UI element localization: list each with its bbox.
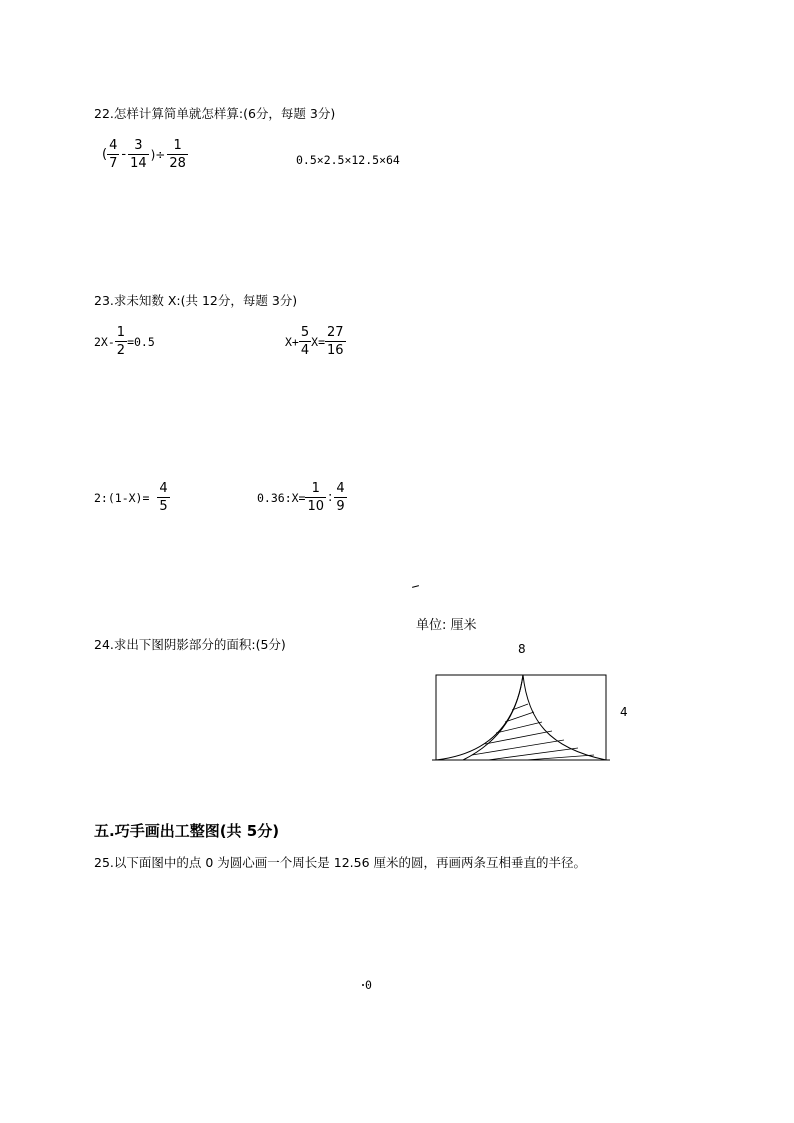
open-paren: ( bbox=[102, 147, 108, 162]
minus-sign: - bbox=[121, 147, 127, 162]
shaded-area-figure bbox=[428, 670, 614, 766]
fraction-1-2: $\frac{1}{2}$ bbox=[116, 325, 126, 358]
fraction-3-14: $\frac{3}{14}$ bbox=[130, 138, 147, 171]
q25-title: 25.以下面图中的点 0 为圆心画一个周长是 12.56 厘米的圆，再画两条互相垂直的半径。 bbox=[94, 855, 587, 870]
fraction-1-10: $\frac{1}{10}$ bbox=[307, 481, 325, 514]
q23-equation-1: 2X- $\frac{1}{2}$ =0.5 bbox=[94, 325, 155, 358]
q22-title: 22.怎样计算简单就怎样算:(6分，每题 3分) bbox=[94, 106, 336, 121]
q22-expression-2: 0.5×2.5×12.5×64 bbox=[296, 153, 400, 167]
fraction-27-16: $\frac{27}{16}$ bbox=[327, 325, 344, 358]
unit-label: 单位: 厘米 bbox=[416, 618, 477, 633]
fraction-1-28: $\frac{1}{28}$ bbox=[169, 138, 186, 171]
q23-equation-3: 2:(1-X)= $\frac{4}{5}$ bbox=[94, 481, 168, 514]
center-point-label: 0 bbox=[365, 978, 372, 992]
hatch-lines bbox=[472, 704, 594, 760]
q22-expression-1 bbox=[102, 139, 188, 170]
fraction-4-7: $\frac{4}{7}$ bbox=[109, 138, 118, 171]
height-label: 4 bbox=[620, 705, 628, 719]
q23-equation-4: 0.36:X= $\frac{1}{10}$ : $\frac{4}{9}$ bbox=[257, 481, 345, 514]
fraction-4-9: $\frac{4}{9}$ bbox=[336, 481, 345, 514]
section-5-title: 五.巧手画出工整图(共 5分) bbox=[94, 822, 280, 840]
inner-arc bbox=[463, 675, 523, 760]
right-arc bbox=[523, 675, 606, 760]
q23-title: 23.求未知数 X:(共 12分，每题 3分) bbox=[94, 293, 298, 308]
center-point bbox=[362, 984, 364, 986]
width-label: 8 bbox=[518, 642, 526, 656]
fraction-5-4: $\frac{5}{4}$ bbox=[300, 325, 310, 358]
stray-mark bbox=[412, 585, 419, 588]
q23-equation-2: X+ $\frac{5}{4}$ X= $\frac{27}{16}$ bbox=[285, 325, 344, 358]
close-paren-divide: )÷ bbox=[150, 147, 166, 162]
q24-title: 24.求出下图阴影部分的面积:(5分) bbox=[94, 637, 286, 652]
fraction-4-5: $\frac{4}{5}$ bbox=[159, 481, 168, 514]
